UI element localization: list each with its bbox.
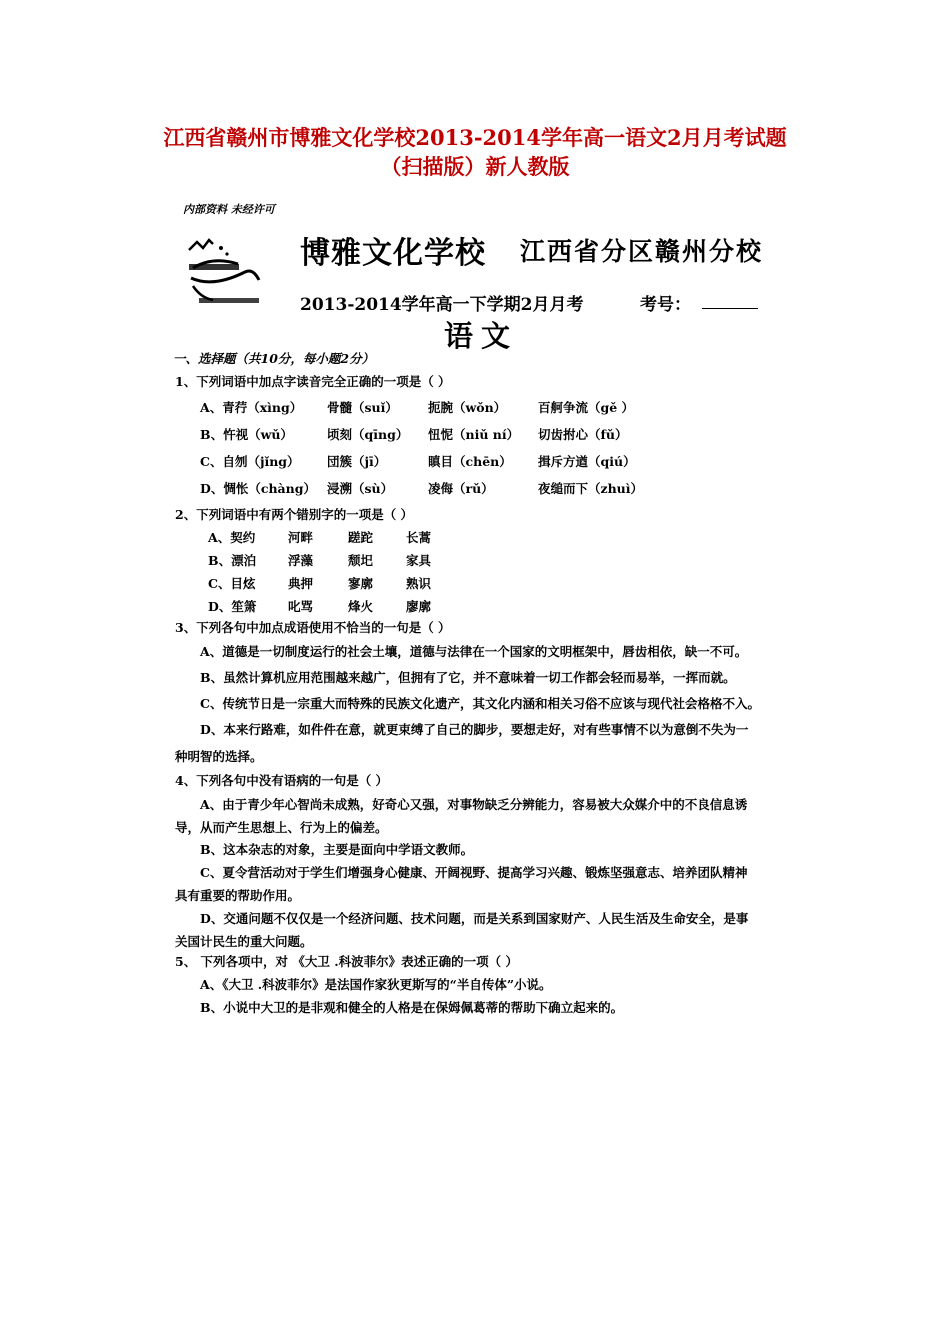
- q1-option: D、惆怅（chàng）: [200, 481, 316, 496]
- q1-option: 百舸争流（gě ）: [538, 400, 635, 415]
- q2-option: 廖廓: [406, 599, 432, 614]
- q3-option-d-cont: 种明智的选择。: [175, 749, 263, 764]
- q2-option: D、笙箫: [208, 599, 257, 614]
- q4-option-b: B、这本杂志的对象，主要是面向中学语文教师。: [200, 842, 474, 857]
- q1-option: 忸怩（niǔ ní）: [428, 427, 520, 442]
- question-3-stem: 3、下列各句中加点成语使用不恰当的一句是（ ）: [175, 620, 451, 635]
- q2-option: A、契约: [208, 530, 256, 545]
- q3-option-c: C、传统节日是一宗重大而特殊的民族文化遗产，其文化内涵和相关习俗不应该与现代社会格格不入。: [200, 696, 760, 711]
- school-logo: [183, 228, 283, 308]
- document-title-line2: （扫描版）新人教版: [380, 154, 570, 179]
- q2-option: 河畔: [288, 530, 314, 545]
- q1-option: 骨髓（suǐ）: [327, 400, 398, 415]
- q3-option-d: D、本来行路难，如件件在意，就更束缚了自己的脚步，要想走好，对有些事情不以为意倒不失为一: [200, 722, 749, 737]
- q1-option: 切齿拊心（fǔ）: [538, 427, 628, 442]
- q2-option: 蹉跎: [348, 530, 374, 545]
- subject-title: 语文: [444, 319, 519, 353]
- q2-option: C、目炫: [208, 576, 256, 591]
- q5-option-b: B、小说中大卫的是非观和健全的人格是在保姆佩葛蒂的帮助下确立起来的。: [200, 1000, 624, 1015]
- q2-option: 烽火: [348, 599, 374, 614]
- q1-option: 団簇（jī）: [327, 454, 387, 469]
- question-4-stem: 4、下列各句中没有语病的一句是（ ）: [175, 773, 389, 788]
- school-name: 博雅文化学校: [300, 236, 486, 271]
- q1-option: A、青荇（xìng）: [200, 400, 303, 415]
- q4-option-a: A、由于青少年心智尚未成熟，好奇心又强，对事物缺乏分辨能力，容易被大众媒介中的不良信息诱: [200, 797, 748, 812]
- q3-option-a: A、道德是一切制度运行的社会土壤，道德与法律在一个国家的文明框架中，唇齿相依，缺一不可。: [200, 644, 748, 659]
- q1-option: 夜缒而下（zhuì）: [538, 481, 644, 496]
- branch-name: 江西省分区赣州分校: [520, 237, 764, 266]
- q2-option: 颓圯: [348, 553, 374, 568]
- question-1-stem: 1、下列词语中加点字读音完全正确的一项是（ ）: [175, 374, 451, 389]
- q2-option: 浮藻: [288, 553, 314, 568]
- q2-option: 寥廓: [348, 576, 374, 591]
- q5-option-a: A、《大卫 .科波菲尔》是法国作家狄更斯写的“半自传体”小说。: [200, 977, 552, 992]
- q1-option: 瞋目（chēn）: [428, 454, 512, 469]
- q2-option: 长蒿: [406, 530, 432, 545]
- q4-option-d: D、交通问题不仅仅是一个经济问题、技术问题，而是关系到国家财产、人民生活及生命安全，是事: [200, 911, 749, 926]
- q4-option-a-cont: 导，从而产生思想上、行为上的偏差。: [175, 820, 388, 835]
- q4-option-d-cont: 关国计民生的重大问题。: [175, 934, 313, 949]
- q1-option: 凌侮（rǔ）: [428, 481, 494, 496]
- q1-option: 揖斥方遒（qiú）: [538, 454, 636, 469]
- section-heading: 一、选择题（共10分，每小题2分）: [173, 351, 375, 366]
- question-5-stem: 5、 下列各项中，对 《大卫 .科波菲尔》表述正确的一项（ ）: [175, 954, 518, 969]
- q4-option-c: C、夏令营活动对于学生们增强身心健康、开阔视野、提高学习兴趣、锻炼坚强意志、培养团队精神: [200, 865, 748, 880]
- q2-option: 熟识: [406, 576, 432, 591]
- header-note: 内部资料 未经许可: [183, 203, 275, 216]
- q1-option: 顷刻（qīng）: [327, 427, 409, 442]
- q3-option-b: B、虽然计算机应用范围越来越广，但拥有了它，并不意味着一切工作都会轻而易举，一挥而就。: [200, 670, 736, 685]
- q2-option: 家具: [406, 553, 432, 568]
- q4-option-c-cont: 具有重要的帮助作用。: [175, 888, 301, 903]
- question-2-stem: 2、下列词语中有两个错别字的一项是（ ）: [175, 507, 414, 522]
- q1-option: 浸溯（sù）: [327, 481, 394, 496]
- exam-term: 2013-2014学年高一下学期2月月考: [300, 295, 584, 315]
- document-title-line1: 江西省赣州市博雅文化学校2013-2014学年高一语文2月月考试题: [163, 125, 787, 150]
- exam-number-blank: [702, 290, 758, 309]
- q1-option: B、忤视（wǔ）: [200, 427, 293, 442]
- q2-option: 叱骂: [288, 599, 314, 614]
- q2-option: 典押: [288, 576, 314, 591]
- q1-option: 扼腕（wǒn）: [428, 400, 507, 415]
- q1-option: C、自刎（jǐng）: [200, 454, 300, 469]
- q2-option: B、漂泊: [208, 553, 257, 568]
- exam-number-label: 考号：: [640, 295, 691, 315]
